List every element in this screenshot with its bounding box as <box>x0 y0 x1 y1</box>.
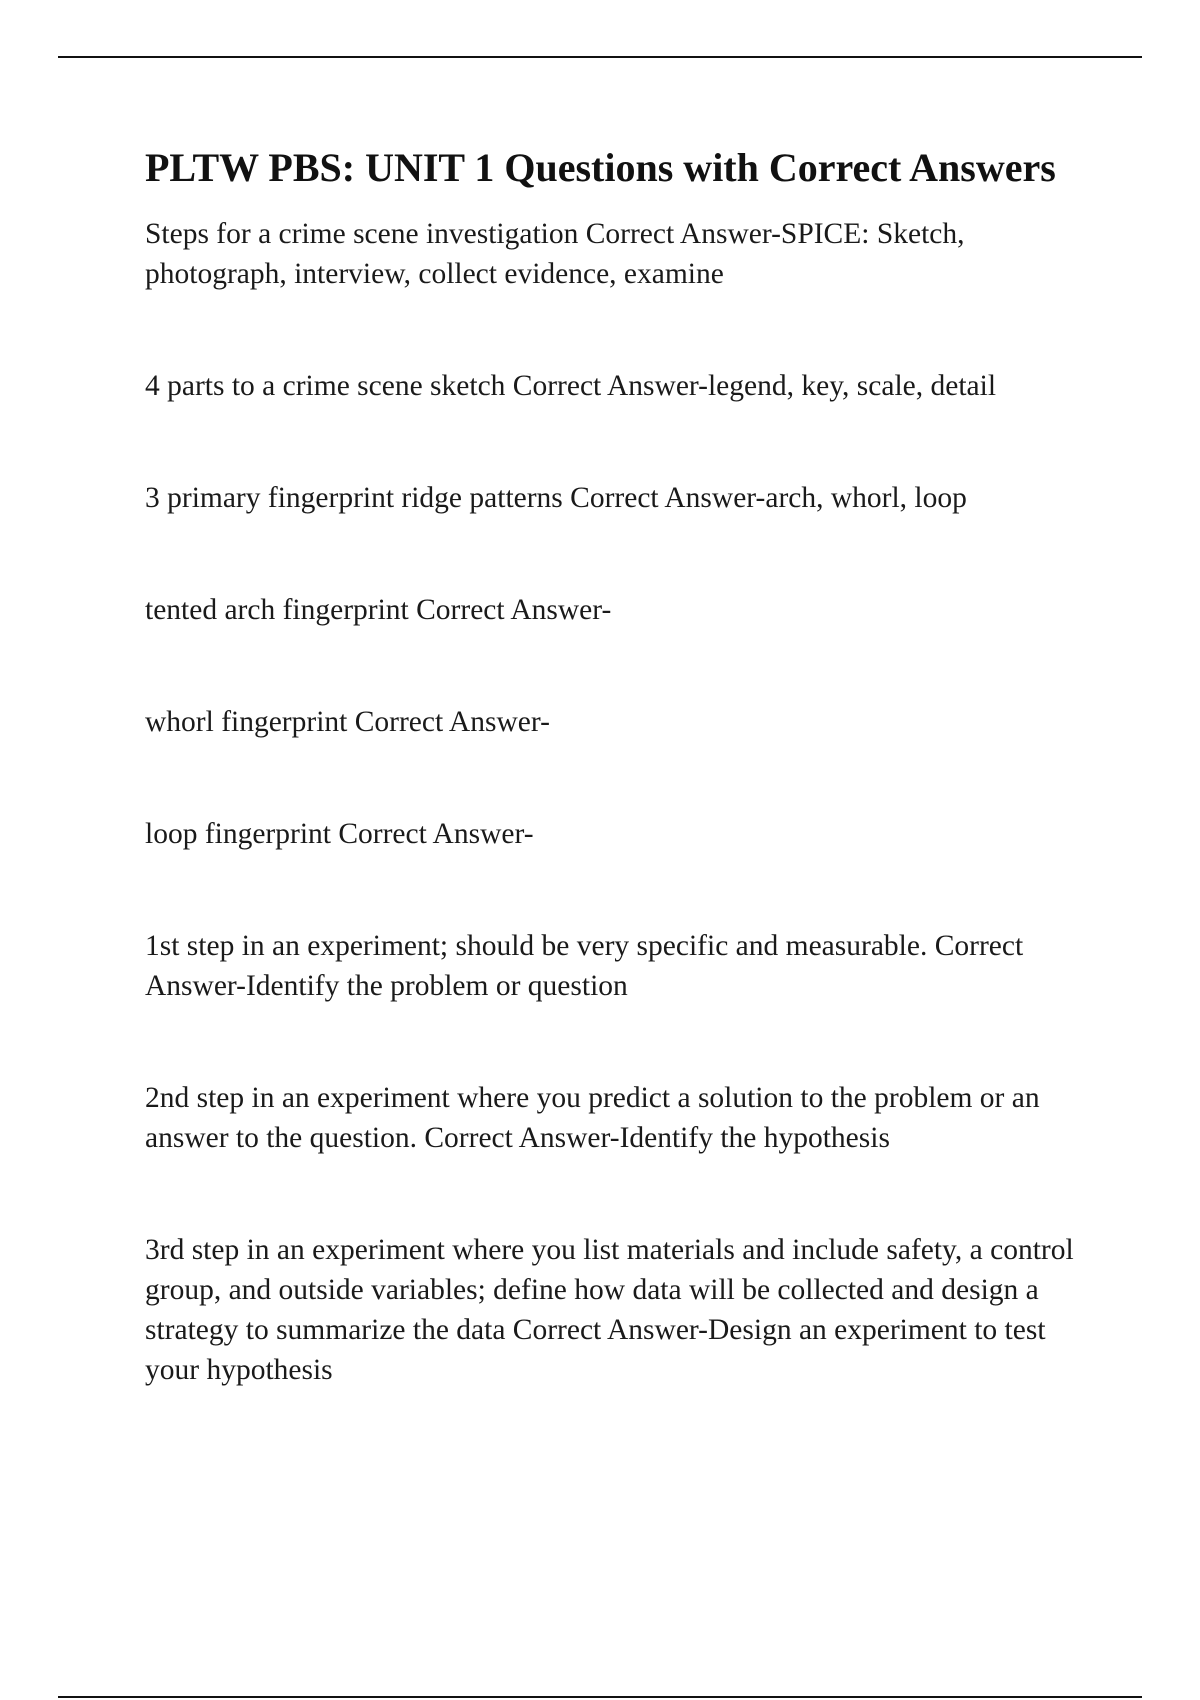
qa-item-whorl: whorl fingerprint Correct Answer- <box>145 706 550 738</box>
qa-item-tented-arch: tented arch fingerprint Correct Answer- <box>145 594 612 626</box>
qa-item-experiment-step-2: 2nd step in an experiment where you predict a solution to the problem or an answer to the question. Correct Answer-Identify the hypothesis <box>145 1082 1040 1154</box>
qa-item-experiment-step-3: 3rd step in an experiment where you list materials and include safety, a control group, and outside variables; define how data will be collected and design a strategy to summarize the data Correct Answer-Design an experiment to test your hypothesis <box>145 1234 1074 1386</box>
document-body <box>145 142 1095 1390</box>
qa-item-loop: loop fingerprint Correct Answer- <box>145 818 534 850</box>
page-title: PLTW PBS: UNIT 1 Questions with Correct Answers <box>145 145 1056 190</box>
qa-item-ridge-patterns: 3 primary fingerprint ridge patterns Correct Answer-arch, whorl, loop <box>145 482 967 514</box>
qa-item-experiment-step-1: 1st step in an experiment; should be very specific and measurable. Correct Answer-Identify the problem or question <box>145 930 1024 1002</box>
qa-item-sketch-parts: 4 parts to a crime scene sketch Correct Answer-legend, key, scale, detail <box>145 370 997 402</box>
top-rule <box>58 56 1142 58</box>
bottom-rule <box>58 1696 1142 1698</box>
qa-item-crime-scene-steps: Steps for a crime scene investigation Correct Answer-SPICE: Sketch, photograph, interview, collect evidence, examine <box>145 218 965 290</box>
qa-list <box>145 214 1095 1390</box>
